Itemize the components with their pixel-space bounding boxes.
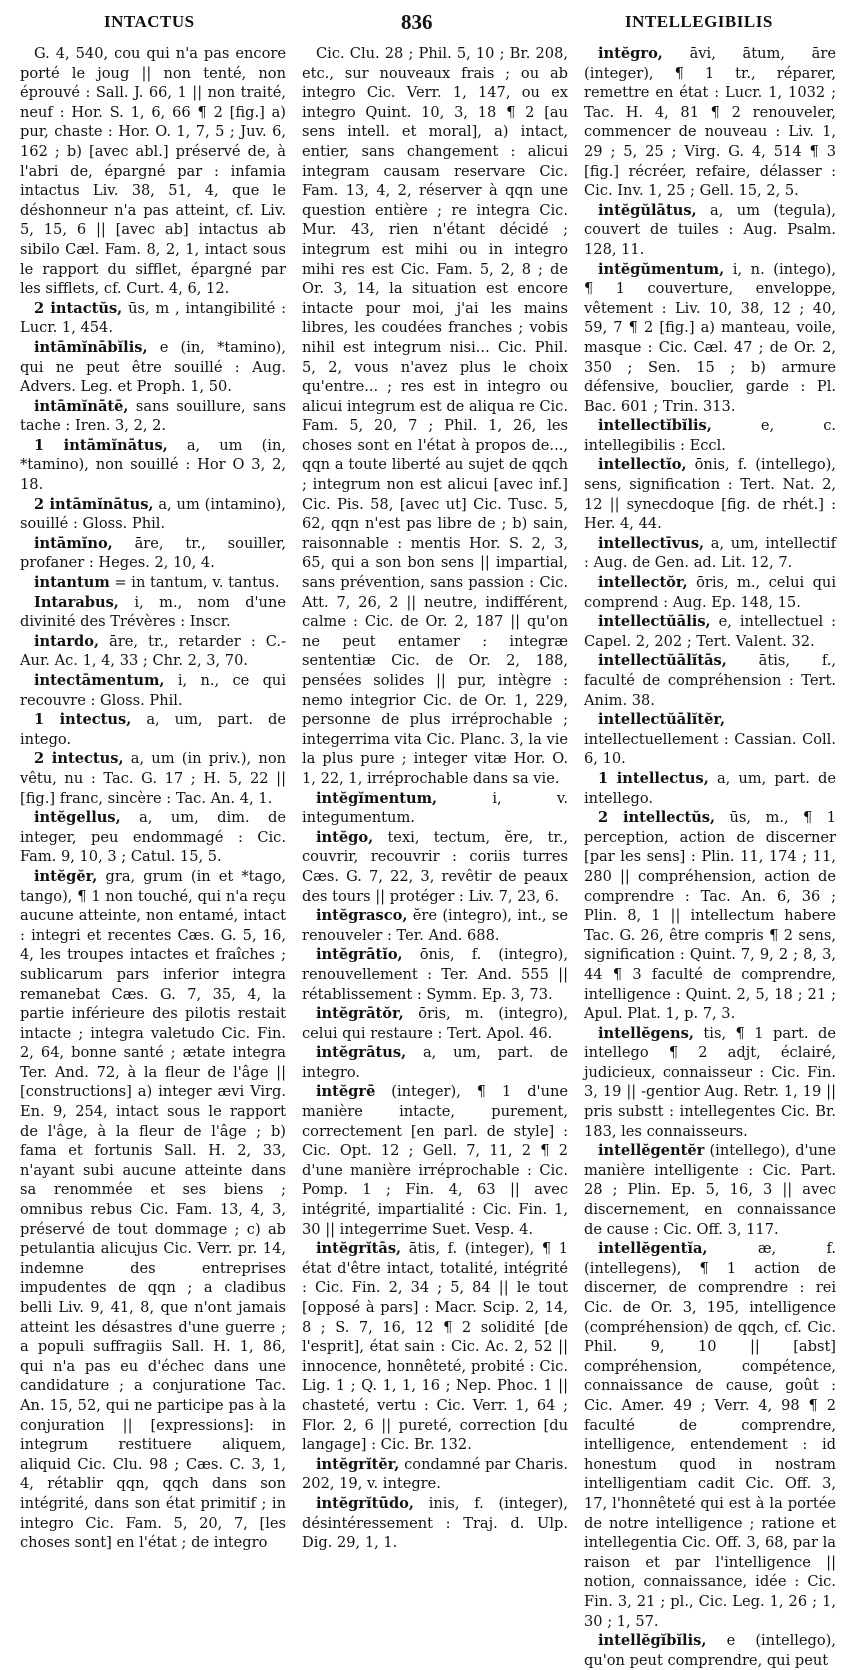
entry-definition: intellectuellement : Cassian. Coll. 6, 10. xyxy=(584,730,836,768)
entry-definition: texi, tectum, ĕre, tr., couvrir, recouvrir : coriis turres Cæs. G. 7, 22, 3, revêtir de peaux des tours || protéger : Liv. 7, 23, 6. xyxy=(302,828,568,905)
dictionary-entry xyxy=(20,436,286,495)
entry-definition: ōris, m. (integro), celui qui restaure : Tert. Apol. 46. xyxy=(302,1005,568,1042)
dictionary-entry xyxy=(20,749,286,808)
dictionary-entry xyxy=(302,1043,568,1082)
entry-headword: intellectīvus, xyxy=(598,534,705,552)
column-middle xyxy=(302,44,569,1552)
entry-headword: intellĕgens, xyxy=(598,1024,694,1042)
dictionary-entry xyxy=(20,867,286,1553)
entry-definition: ōnis, f. (intellego), sens, signification : Tert. Nat. 2, 12 || synecdoque [fig. de rhét.] : Her. 4, 44. xyxy=(584,456,836,533)
dictionary-entry xyxy=(20,671,286,710)
dictionary-entry xyxy=(302,44,568,789)
entry-headword: intĕgrasco, xyxy=(316,907,408,925)
entry-definition: ātis, f., faculté de compréhension : Tert. Anim. 38. xyxy=(584,652,836,709)
dictionary-entry xyxy=(20,808,286,867)
entry-definition: ĕre (integro), int., se renouveler : Ter. And. 688. xyxy=(302,907,569,944)
dictionary-entry xyxy=(584,573,836,612)
entry-definition: a, um, intellectif : Aug. de Gen. ad. Lit. 12, 7. xyxy=(584,534,836,572)
entry-headword: 2 intellectŭs, xyxy=(598,809,716,827)
entry-definition: = in tantum, v. tantus. xyxy=(114,574,280,592)
entry-headword: intĕgrĭtūdo, xyxy=(316,1494,414,1512)
entry-headword: 2 intāmĭnātus, xyxy=(34,495,154,513)
entry-headword: intĕgro, xyxy=(598,45,663,62)
entry-definition: ūs, m., ¶ 1 perception, action de discerner [par les sens] : Plin. 11, 174 ; 11, 280 || compréhension, action de comprendre : Tac. An. 6, 36 ; Plin. 8, 1 || intellectum habere Tac. G. 26, être compris ¶ 2 sens, signification : Quint. 7, 9, 2 ; 8, 3, 44 ¶ 3 faculté de comprendre, intelligence : Quint. 2, 5, 18 ; 21 ; Apul. Plat. 1, p. 7, 3. xyxy=(584,809,836,1023)
dictionary-entry xyxy=(302,1494,568,1553)
entry-definition: ātis, f. (integer), ¶ 1 état d'être intact, totalité, intégrité : Cic. Fin. 2, 34 ; 5, 84 || le tout [opposé à pars] : Macr. Scip. 2, 14, 8 ; S. 7, 16, 12 ¶ 2 solidité [de l'esprit], état sain : Cic. Ac. 2, 52 || innocence, honnêteté, probité : Cic. Lig. 1 ; Q. 1, 1, 16 ; Nep. Phoc. 1 || chasteté, vertu : Cic. Verr. 1, 64 ; Flor. 2, 6 || pureté, correction [du langage] : Cic. Br. 132. xyxy=(302,1240,568,1454)
dictionary-entry xyxy=(20,573,286,593)
entry-definition: a, um (intamino), souillé : Gloss. Phil. xyxy=(20,495,286,533)
entry-headword: intellectŭālĭtās, xyxy=(598,652,727,670)
entry-headword: 1 intectus, xyxy=(34,711,132,729)
entry-headword: intellĕgĭbĭlis, xyxy=(598,1632,707,1650)
entry-definition: (intellego), d'une manière intelligente : Cic. Part. 28 ; Plin. Ep. 5, 16, 3 || avec discernement, en connaissance de cause : Cic. Off. 3, 117. xyxy=(584,1142,837,1238)
entry-headword: intellĕgentĕr xyxy=(598,1142,705,1160)
page-number: 836 xyxy=(401,10,433,34)
entry-definition: a, um, part. de integro. xyxy=(302,1044,569,1081)
entry-headword: intellectŭālĭtĕr, xyxy=(598,711,726,729)
dictionary-entry xyxy=(584,651,836,710)
dictionary-entry xyxy=(302,1004,568,1043)
dictionary-entry xyxy=(20,534,286,573)
entry-headword: intellĕgentĭa, xyxy=(598,1240,708,1258)
entry-definition: i, m., nom d'une divinité des Trévères : Inscr. xyxy=(20,593,286,631)
entry-headword: intĕgŭlātus, xyxy=(598,201,697,219)
dictionary-entry xyxy=(584,710,836,769)
entry-definition: inis, f. (integer), désintéressement : Traj. d. Ulp. Dig. 29, 1, 1. xyxy=(302,1494,568,1552)
dictionary-entry xyxy=(584,1024,836,1142)
entry-definition: ōnis, f. (integro), renouvellement : Ter. And. 555 || rétablissement : Symm. Ep. 3, 73. xyxy=(302,946,569,1003)
entry-headword: intellectĭo, xyxy=(598,456,687,474)
entry-headword: intĕgrē xyxy=(316,1083,376,1101)
entry-headword: intectāmentum, xyxy=(34,672,165,689)
dictionary-entry xyxy=(584,534,836,573)
entry-headword: intāmĭno, xyxy=(34,534,113,552)
entry-definition: āvi, ātum, āre (integer), ¶ 1 tr., réparer, remettre en état : Lucr. 1, 1032 ; Tac. H. 4, 81 ¶ 2 renouveler, commencer de nouveau : Liv. 1, 29 ; 5, 25 ; Virg. G. 4, 514 ¶ 3 [fig.] récréer, refaire, délasser : Cic. Inv. 1, 25 ; Gell. 15, 2, 5. xyxy=(584,45,836,200)
entry-headword: intāmĭnābĭlis, xyxy=(34,338,148,356)
entry-headword: 2 intectus, xyxy=(34,750,124,768)
dictionary-entry xyxy=(584,1239,836,1631)
entry-headword: intĕgrĭtās, xyxy=(316,1240,402,1258)
column-right xyxy=(584,44,837,1669)
dictionary-entry xyxy=(20,338,286,397)
entry-headword: intĕgrātĭo, xyxy=(316,946,403,964)
entry-definition: ōris, m., celui qui comprend : Aug. Ep. 148, 15. xyxy=(584,574,836,611)
dictionary-entry xyxy=(584,769,836,808)
entry-headword: intĕgellus, xyxy=(34,809,121,827)
dictionary-entry xyxy=(20,397,286,436)
dictionary-entry xyxy=(20,299,286,338)
entry-definition: a, um, dim. de integer, peu endommagé : Cic. Fam. 9, 10, 3 ; Catul. 15, 5. xyxy=(20,809,287,866)
entry-headword: intellectŏr, xyxy=(598,574,688,592)
dictionary-entry xyxy=(20,44,286,299)
entry-definition: ūs, m , intangibilité : Lucr. 1, 454. xyxy=(20,299,286,337)
entry-headword: 1 intāmĭnātus, xyxy=(34,436,168,454)
entry-definition: āre, tr., souiller, profaner : Heges. 2, 10, 4. xyxy=(20,534,286,572)
dictionary-entry xyxy=(584,808,836,1024)
entry-headword: 2 intactŭs, xyxy=(34,299,123,317)
entry-definition: Cic. Clu. 28 ; Phil. 5, 10 ; Br. 208, etc., sur nouveaux frais ; ou ab integro Cic. Verr. 1, 147, ou ex integro Quint. 10, 3, 18 ¶ 2 [au sens intell. et moral], a) intact, entier, sans changement : alicui integram causam reservare Cic. Fam. 13, 4, 2, réserver à qqn une question entière ; re integra Cic. Mur. 43, rien n'étant décidé ; integrum est mihi ou in integro mihi res est Cic. Fam. 5, 2, 8 ; de Or. 3, 14, la situation est encore intacte pour moi, j'ai les mains libres, les coudées franches ; vobis nihil est integrum nisi... Cic. Phil. 5, 2, vous n'avez plus le choix qu'entre... ; res est in integro ou alicui integrum est de aliqua re Cic. Fam. 5, 20, 7 ; Phil. 1, 26, les choses sont en l'état à propos de..., qqn a toute liberté au sujet de qqch ; integrum non est alicui [avec inf.] Cic. Pis. 58, [avec ut] Cic. Tusc. 5, 62, qqn n'est pas libre de ; b) sain, raisonnable : mentis Hor. S. 2, 3, 65, qui a son bon sens || impartial, sans prévention, sans passion : Cic. Att. 7, 26, 2 || neutre, indifférent, calme : Cic. de Or. 2, 187 || qu'on ne peut entamer : integræ sententiæ Cic. de Or. 2, 188, pensées solides || pur, intègre : nemo integrior Cic. de Or. 1, 229, personne de plus irréprochable ; integerrima vita Cic. Planc. 3, la vie la plus pure ; integer vitæ Hor. O. 1, 22, 1, irréprochable dans sa vie. xyxy=(302,45,568,787)
dictionary-entry xyxy=(20,593,286,632)
dictionary-entry xyxy=(20,495,286,534)
dictionary-entry xyxy=(302,945,568,1004)
entry-definition: i, n. (intego), ¶ 1 couverture, enveloppe, vêtement : Liv. 10, 38, 12 ; 40, 59, 7 ¶ 2 [fig.] a) manteau, voile, masque : Cic. Cæl. 47 ; de Or. 2, 350 ; Sen. 15 ; b) armure défensive, bouclier, garde : Pl. Bac. 601 ; Trin. 313. xyxy=(584,260,836,415)
dictionary-entry xyxy=(584,455,836,533)
dictionary-entry xyxy=(584,44,836,201)
dictionary-entry xyxy=(584,1141,836,1239)
dictionary-entry xyxy=(302,1082,568,1239)
entry-headword: intĕgĕr, xyxy=(34,867,98,885)
entry-headword: intĕgĭmentum, xyxy=(316,789,438,807)
dictionary-entry xyxy=(20,710,286,749)
dictionary-entry xyxy=(302,1455,568,1494)
entry-headword: intĕgrātŏr, xyxy=(316,1005,404,1023)
entry-definition: sans souillure, sans tache : Iren. 3, 2, 2. xyxy=(20,397,287,435)
entry-definition: gra, grum (in et *tago, tango), ¶ 1 non touché, qui n'a reçu aucune atteinte, non entamé, intact : integri et recentes Cæs. G. 5, 16, 4, les troupes intactes et fraîches ; sublicarum pars inferior integra remanebat Cæs. G. 7, 35, 4, la partie inférieure des pilotis restait intacte ; integra valetudo Cic. Fin. 2, 64, bonne santé ; ætate integra Ter. And. 72, à la fleur de l'âge || [constructions] a) integer ævi Virg. En. 9, 254, intact sous le rapport de l'âge, à la fleur de l'âge ; b) fama et fortunis Sall. H. 2, 33, n'ayant subi aucune atteinte dans sa renommée et ses biens ; omnibus rebus Cic. Fam. 13, 4, 3, préservé de tout dommage ; c) ab petulantia alicujus Cic. Verr. pr. 14, indemne des entreprises impudentes de qqn ; a cladibus belli Liv. 9, 41, 8, que n'ont jamais atteint les désastres d'une guerre ; a populi suffragiis Sall. H. 1, 86, qui n'a pas eu d'échec dans une candidature ; a conjuratione Tac. An. 15, 52, qui ne participe pas à la conjuration || [expressions]: in integrum restituere aliquem, aliquid Cic. Clu. 98 ; Cæs. C. 3, 1, 4, rétablir qqn, qqch dans son intégrité, dans son état primitif ; in integro Cic. Fam. 5, 20, 7, [les choses sont] en l'état ; de integro xyxy=(20,867,286,1552)
dictionary-entry xyxy=(584,260,836,417)
entry-definition: a, um (in, *tamino), non souillé : Hor O 3, 2, 18. xyxy=(20,436,286,494)
running-head-right: INTELLEGIBILIS xyxy=(625,12,773,31)
entry-definition: e, intellectuel : Capel. 2, 202 ; Tert. Valent. 32. xyxy=(584,613,836,650)
entry-definition: (integer), ¶ 1 d'une manière intacte, purement, correctement [en parl. de style] : Cic. Opt. 12 ; Gell. 7, 11, 2 ¶ 2 d'une manière irréprochable : Cic. Pomp. 1 ; Fin. 4, 63 || avec intégrité, impartialité : Cic. Fin. 1, 30 || integerrime Suet. Vesp. 4. xyxy=(302,1083,568,1238)
running-head-left: INTACTUS xyxy=(104,12,195,31)
entry-headword: Intarabus, xyxy=(34,593,119,611)
dictionary-entry xyxy=(584,612,836,651)
entry-definition: tis, ¶ 1 part. de intellego ¶ 2 adjt, éclairé, judicieux, connaisseur : Cic. Fin. 3, 19 || -gentior Aug. Retr. 1, 19 || pris substt : intellegentes Cic. Br. 183, les connaisseurs. xyxy=(584,1024,836,1140)
entry-definition: e (intellego), qu'on peut comprendre, qui peut xyxy=(584,1632,837,1669)
dictionary-entry xyxy=(302,789,568,828)
entry-definition: āre, tr., retarder : C.-Aur. Ac. 1, 4, 33 ; Chr. 2, 3, 70. xyxy=(20,632,286,670)
entry-headword: intardo, xyxy=(34,632,100,650)
page-header xyxy=(0,10,846,38)
entry-definition: condamné par Charis. 202, 19, v. integre. xyxy=(302,1455,568,1493)
column-left xyxy=(20,44,287,1552)
entry-definition: æ, f. (intellegens), ¶ 1 action de discerner, de comprendre : rei Cic. de Or. 3, 195, intelligence (compréhension) de qqch, cf. Cic. Phil. 9, 10 || [abst] compréhension, compétence, connaissance de cause, goût : Cic. Amer. 49 ; Verr. 4, 98 ¶ 2 faculté de comprendre, intelligence, entendement : id honestum quod in nostram intelligentiam cadit Cic. Off. 3, 17, l'honnêteté qui est à la portée de notre intelligence ; ratione et intellegentia Cic. Off. 3, 68, par la raison et par l'intelligence || notion, connaissance, idée : Cic. Fin. 3, 21 ; pl., Cic. Leg. 1, 26 ; 1, 30 ; 1, 57. xyxy=(584,1240,837,1630)
entry-definition: a, um, part. de intego. xyxy=(20,711,287,748)
dictionary-entry xyxy=(20,632,286,671)
entry-definition: G. 4, 540, cou qui n'a pas encore porté le joug || non tenté, non éprouvé : Sall. J. 66, 1 || non traité, neuf : Hor. S. 1, 6, 66 ¶ 2 [fig.] a) pur, chaste : Hor. O. 1, 7, 5 ; Juv. 6, 162 ; b) [avec abl.] préservé de, à l'abri de, épargné par : infamia intactus Liv. 38, 51, 4, que le déshonneur n'a pas atteint, cf. Liv. 5, 15, 6 || [avec ab] intactus ab sibilo Cæl. Fam. 8, 2, 1, intact sous le rapport du sifflet, épargné par les sifflets, cf. Curt. 4, 6, 12. xyxy=(20,45,286,298)
entry-headword: intĕgo, xyxy=(316,828,374,846)
entry-headword: intellectĭbĭlis, xyxy=(598,417,712,435)
entry-definition: e (in, *tamino), qui ne peut être souillé : Aug. Advers. Leg. et Proph. 1, 50. xyxy=(20,338,287,396)
entry-headword: 1 intellectus, xyxy=(598,769,709,787)
dictionary-entry xyxy=(584,201,836,260)
entry-definition: i, v. integumentum. xyxy=(302,789,568,827)
entry-headword: intĕgŭmentum, xyxy=(598,260,725,278)
entry-definition: e, c. intellegibilis : Eccl. xyxy=(584,417,837,454)
entry-headword: intāmĭnātē, xyxy=(34,397,129,415)
entry-headword: intĕgrātus, xyxy=(316,1044,407,1062)
dictionary-entry xyxy=(584,1631,836,1670)
entry-headword: intĕgrĭtĕr, xyxy=(316,1455,400,1473)
dictionary-entry xyxy=(584,416,836,455)
entry-definition: i, n., ce qui recouvre : Gloss. Phil. xyxy=(20,672,286,709)
entry-definition: a, um (in priv.), non vêtu, nu : Tac. G. 17 ; H. 5, 22 || [fig.] franc, sincère : Tac. An. 4, 1. xyxy=(20,750,286,807)
entry-definition: a, um (tegula), couvert de tuiles : Aug. Psalm. 128, 11. xyxy=(584,201,836,258)
dictionary-entry xyxy=(302,906,568,945)
entry-definition: a, um, part. de intellego. xyxy=(584,769,837,807)
entry-headword: intellectŭālis, xyxy=(598,613,711,631)
entry-headword: intantum xyxy=(34,574,110,592)
dictionary-entry xyxy=(302,1239,568,1455)
dictionary-entry xyxy=(302,828,568,906)
